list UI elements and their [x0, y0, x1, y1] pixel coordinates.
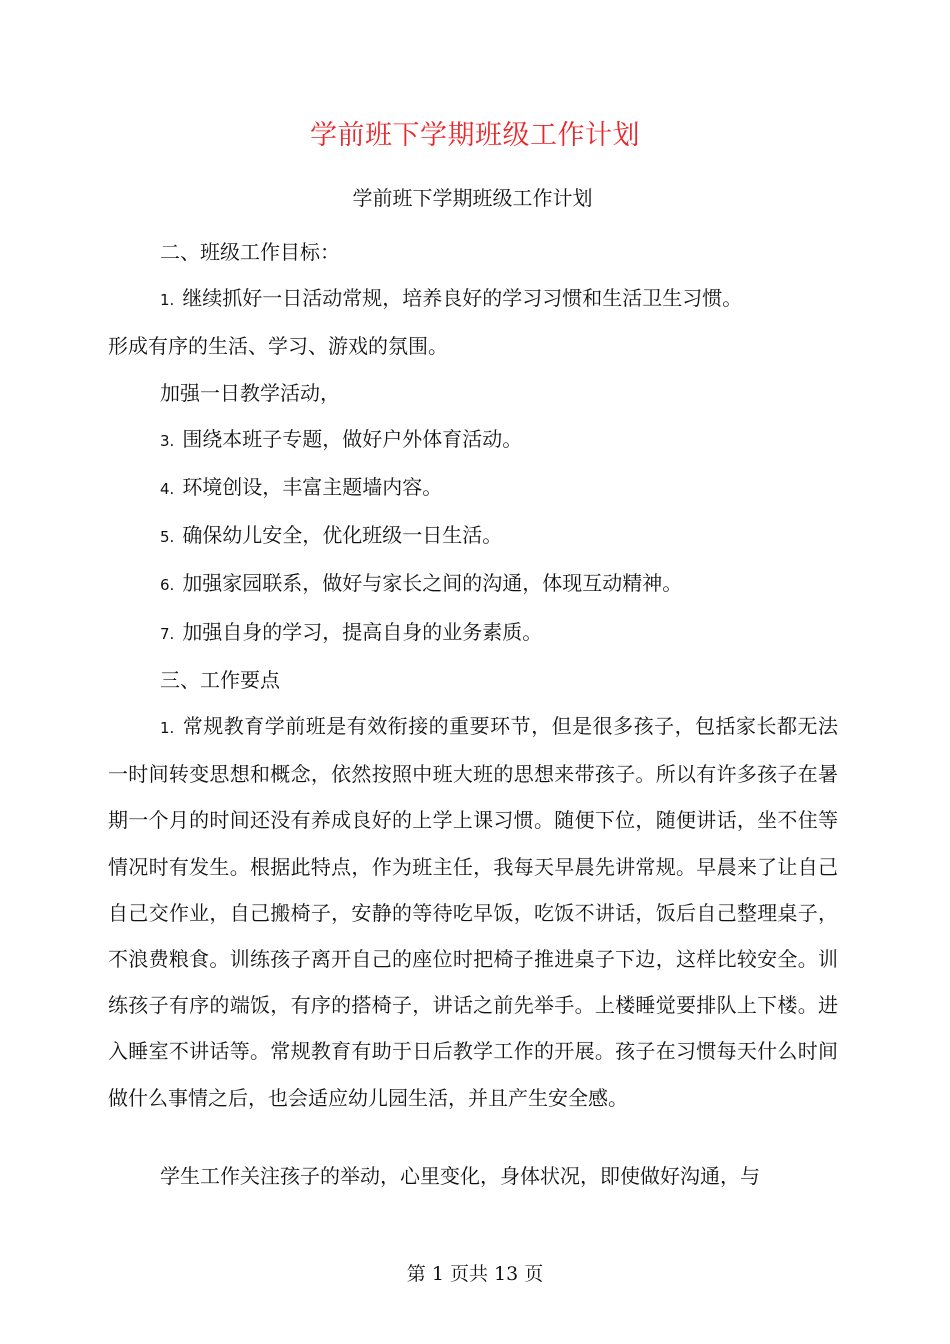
paragraph-text: 加强一日教学活动， — [160, 380, 340, 405]
paragraph-text: 继续抓好一日活动常规，培养良好的学习习惯和生活卫生习惯。 — [182, 286, 743, 311]
item-number: 1. — [160, 291, 175, 310]
key-point-1 — [108, 703, 838, 1121]
student-work-paragraph — [108, 1153, 838, 1199]
paragraph-text: 形成有序的生活、学习、游戏的氛围。 — [108, 334, 448, 359]
goal-item-7 — [108, 609, 838, 657]
heading-goals — [108, 229, 838, 275]
item-number: 7. — [160, 624, 175, 643]
paragraph-text: 围绕本班子专题，做好户外体育活动。 — [182, 426, 523, 451]
goal-item-2 — [108, 370, 838, 416]
paragraph-text: 环境创设，丰富主题墙内容。 — [182, 475, 443, 500]
paragraph-text: 加强家园联系，做好与家长之间的沟通，体现互动精神。 — [182, 571, 683, 596]
document-title: 学前班下学期班级工作计划 — [310, 120, 640, 151]
goal-item-1-continued — [108, 323, 838, 369]
page-footer: 第 1 页共 13 页 — [406, 1263, 544, 1285]
item-number: 3. — [160, 431, 175, 450]
goal-item-3 — [108, 416, 838, 464]
paragraph-text: 加强自身的学习，提高自身的业务素质。 — [182, 619, 543, 644]
item-number: 4. — [160, 480, 175, 499]
body-block-2 — [108, 1153, 838, 1199]
goal-item-4 — [108, 464, 838, 512]
body-block-1 — [108, 229, 838, 1121]
goal-item-1 — [108, 275, 838, 323]
paragraph-text: 三、工作要点 — [160, 667, 280, 692]
item-number: 6. — [160, 576, 175, 595]
item-number: 5. — [160, 528, 175, 547]
goal-item-6 — [108, 560, 838, 608]
paragraph-text: 确保幼儿安全，优化班级一日生活。 — [182, 523, 503, 548]
heading-key-points — [108, 657, 838, 703]
item-number: 1. — [160, 719, 175, 738]
paragraph-text: 学生工作关注孩子的举动，心里变化，身体状况，即使做好沟通，与 — [160, 1164, 760, 1188]
goal-item-5 — [108, 512, 838, 560]
document-subtitle: 学前班下学期班级工作计划 — [352, 186, 593, 210]
paragraph-text: 常规教育学前班是有效衔接的重要环节，但是很多孩子，包括家长都无法一时间转变思想和概念，依然按照中班大班的思想来带孩子。所以有许多孩子在暑期一个月的时间还没有养成良好的上学上课习惯。随便下位，随便讲话，坐不住等情况时有发生。根据此特点，作为班主任，我每天早晨先讲常规。早晨来了让自己自己交作业，自己搬椅子，安静的等待吃早饭，吃饭不讲话，饭后自己整理桌子，不浪费粮食。训练孩子离开自己的座位时把椅子推进桌子下边，这样比较安全。训练孩子有序的端饭，有序的搭椅子，讲话之前先举手。上楼睡觉要排队上下楼。进入睡室不讲话等。常规教育有助于日后教学工作的开展。孩子在习惯每天什么时间做什么事情之后，也会适应幼儿园生活，并且产生安全感。 — [108, 714, 838, 1110]
paragraph-text: 二、班级工作目标： — [160, 240, 340, 264]
